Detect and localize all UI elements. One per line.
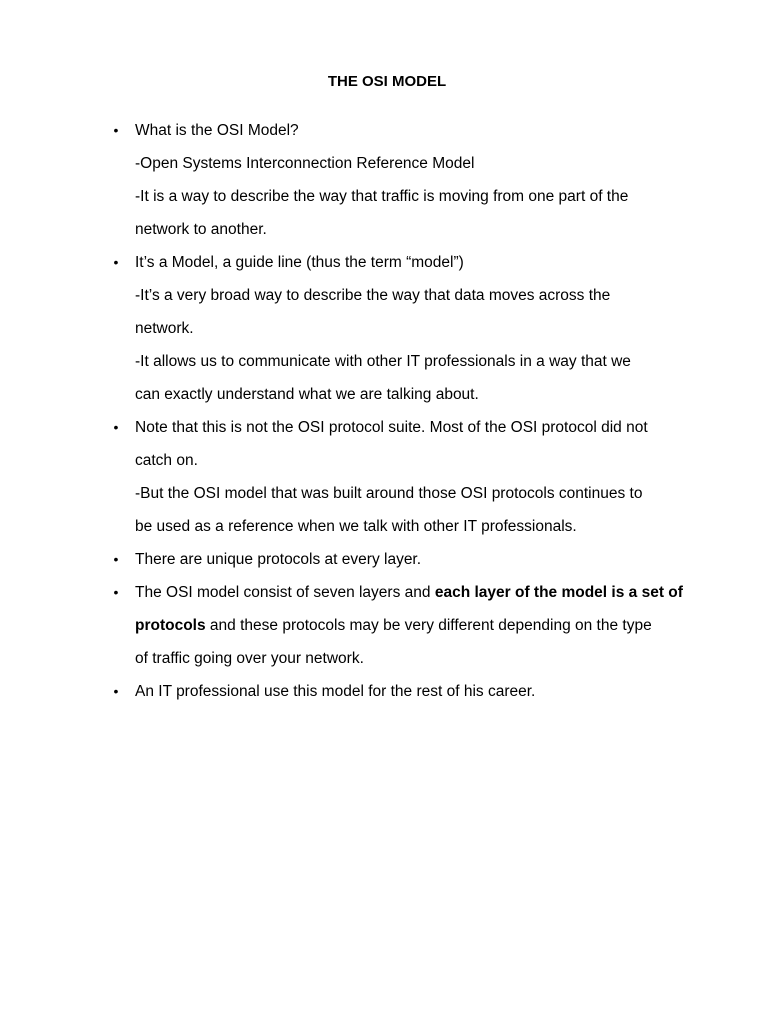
list-item-line: Note that this is not the OSI protocol suite. Most of the OSI protocol did not xyxy=(135,419,648,436)
bullet-list xyxy=(113,114,695,708)
bullet-icon: • xyxy=(113,419,119,435)
bullet-icon: • xyxy=(113,683,119,699)
list-item-line: of traffic going over your network. xyxy=(135,650,364,667)
list-item xyxy=(113,543,695,576)
normal-text: and these protocols may be very different depending on the type xyxy=(205,617,652,634)
document-title: THE OSI MODEL xyxy=(327,73,447,90)
list-item-line: network. xyxy=(135,320,194,337)
list-item-line: What is the OSI Model? xyxy=(135,122,299,139)
list-item xyxy=(113,576,695,675)
list-item xyxy=(113,246,695,411)
bullet-icon: • xyxy=(113,254,119,270)
list-item-line: An IT professional use this model for the rest of his career. xyxy=(135,683,536,700)
normal-text: The OSI model consist of seven layers and xyxy=(135,584,435,601)
list-item xyxy=(113,114,695,246)
list-item-line: can exactly understand what we are talking about. xyxy=(135,386,479,403)
list-item-line xyxy=(135,609,695,642)
list-item-line: be used as a reference when we talk with other IT professionals. xyxy=(135,518,577,535)
list-item-line: network to another. xyxy=(135,221,267,238)
list-item-line: -It’s a very broad way to describe the way that data moves across the xyxy=(135,287,611,304)
list-item xyxy=(113,675,695,708)
bold-text: protocols xyxy=(135,617,206,634)
list-item-line: -Open Systems Interconnection Reference Model xyxy=(135,155,475,172)
list-item-line: There are unique protocols at every layer. xyxy=(135,551,422,568)
list-item xyxy=(113,411,695,543)
list-item-line xyxy=(135,576,695,609)
bullet-icon: • xyxy=(113,584,119,600)
bold-text: each layer of the model is a set of xyxy=(434,584,683,601)
bullet-icon: • xyxy=(113,122,119,138)
list-item-line: -It allows us to communicate with other IT professionals in a way that we xyxy=(135,353,631,370)
bullet-icon: • xyxy=(113,551,119,567)
list-item-line: catch on. xyxy=(135,452,198,469)
list-item-line: -It is a way to describe the way that traffic is moving from one part of the xyxy=(135,188,629,205)
list-item-line: It’s a Model, a guide line (thus the term “model”) xyxy=(135,254,464,271)
list-item-line: -But the OSI model that was built around those OSI protocols continues to xyxy=(135,485,643,502)
